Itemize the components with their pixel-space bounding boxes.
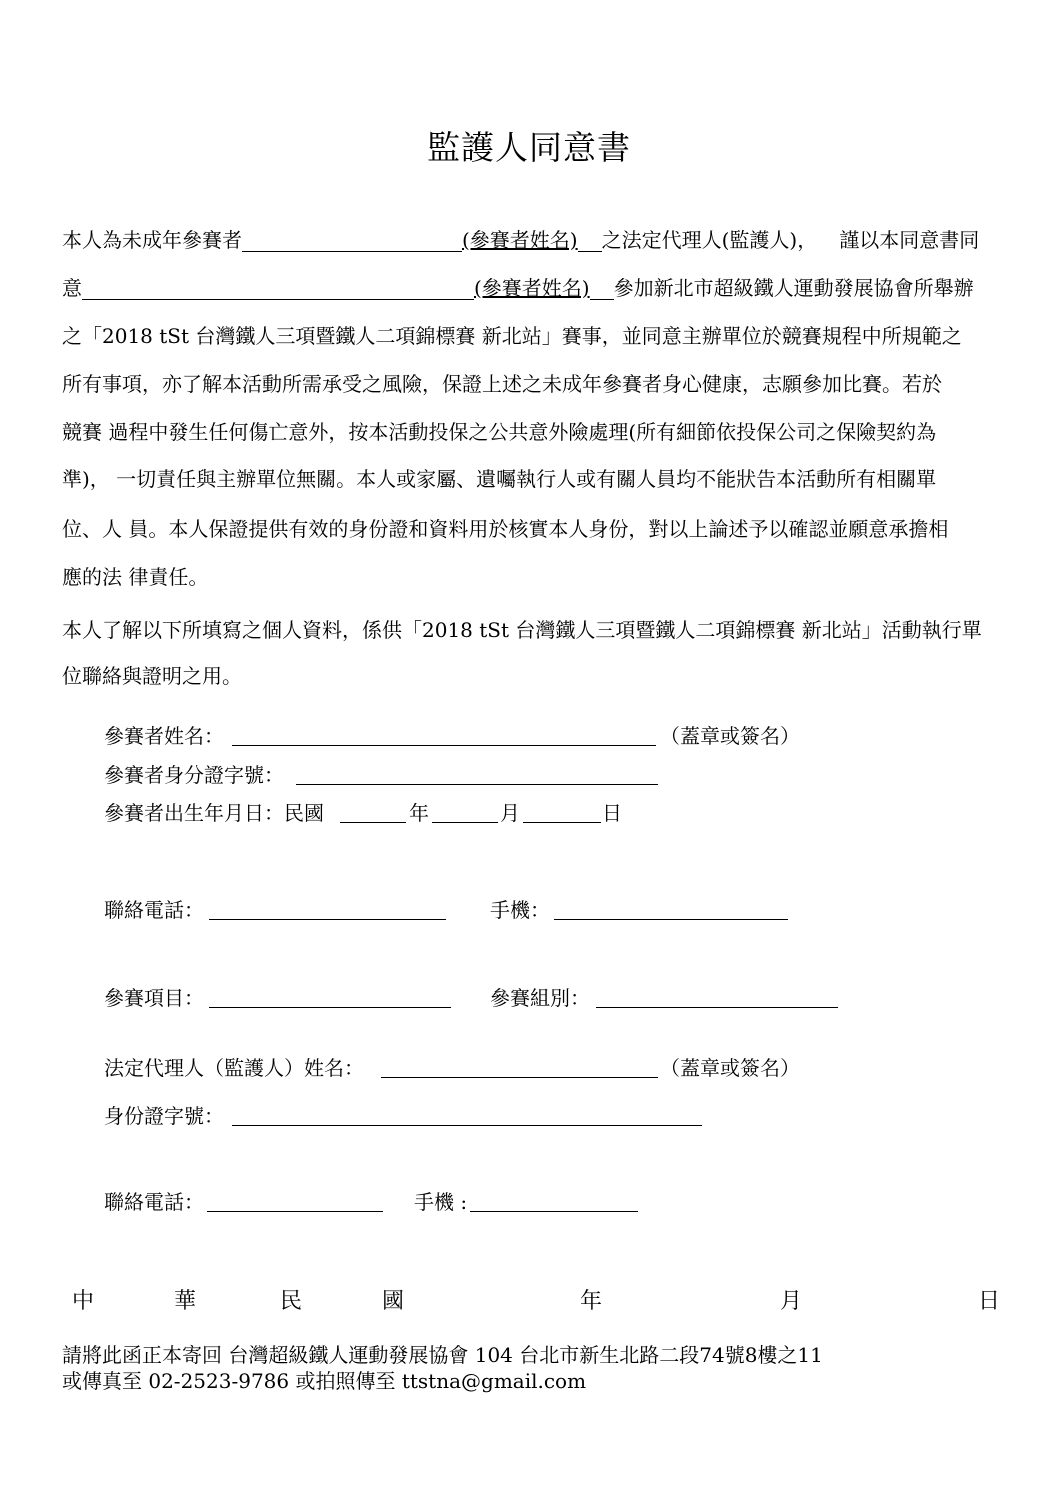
footer-line1: 請將此函正本寄回 台灣超級鐵人運動發展協會 104 台北市新生北路二段74號8樓之11	[62, 1343, 823, 1367]
seal-or-sign-2: （蓋章或簽名）	[660, 1056, 800, 1080]
date-month: 月	[780, 1289, 803, 1314]
para1-line3: 之「2018 tSt 台灣鐵人三項暨鐵人二項錦標賽 新北站」賽事，並同意主辦單位於競賽規程中所規範之	[62, 324, 962, 348]
birth-month-field[interactable]	[432, 822, 498, 823]
page-title: 監護人同意書	[427, 128, 631, 167]
birth-year-unit: 年	[409, 801, 429, 825]
para1-text: 意	[62, 276, 82, 300]
guardian-name-label: 法定代理人（監護人）姓名：	[104, 1056, 364, 1080]
seal-or-sign-1: （蓋章或簽名）	[660, 724, 800, 748]
blank-tail	[578, 229, 602, 252]
para2-line2: 位聯絡與證明之用。	[62, 664, 242, 688]
para1-line1	[62, 228, 979, 252]
date-char-3: 民	[280, 1289, 303, 1314]
phone-field[interactable]	[209, 919, 446, 920]
para1-line2	[62, 276, 974, 300]
guardian-phone-field[interactable]	[207, 1211, 383, 1212]
birth-year-field[interactable]	[340, 822, 406, 823]
birth-month-unit: 月	[500, 801, 520, 825]
birth-day-field[interactable]	[523, 822, 601, 823]
para1-line5: 競賽 過程中發生任何傷亡意外，按本活動投保之公共意外險處理(所有細節依投保公司之保險契約為	[62, 420, 937, 444]
guardian-id-label: 身份證字號：	[104, 1104, 224, 1128]
guardian-mobile-label: 手機 :	[414, 1190, 468, 1214]
guardian-phone-label: 聯絡電話：	[104, 1190, 204, 1214]
para2-line1: 本人了解以下所填寫之個人資料，係供「2018 tSt 台灣鐵人三項暨鐵人二項錦標賽 新北站」活動執行單	[62, 618, 982, 642]
birth-label: 參賽者出生年月日：民國	[104, 801, 324, 825]
guardian-id-field[interactable]	[232, 1125, 702, 1126]
para1-line7: 位、人 員。本人保證提供有效的身份證和資料用於核實本人身份，對以上論述予以確認並願意承擔相	[62, 517, 949, 541]
group-field[interactable]	[596, 1007, 838, 1008]
mobile-field[interactable]	[554, 919, 788, 920]
para1-line4: 所有事項，亦了解本活動所需承受之風險，保證上述之未成年參賽者身心健康，志願參加比賽。若於	[62, 372, 942, 396]
mobile-label: 手機：	[490, 898, 550, 922]
para1-line6: 準)， 一切責任與主辦單位無關。本人或家屬、遺囑執行人或有關人員均不能狀告本活動所有相關單	[62, 467, 937, 491]
phone-label: 聯絡電話：	[104, 898, 204, 922]
date-char-4: 國	[382, 1289, 405, 1314]
para1-text: 之法定代理人(監護人)，	[601, 228, 818, 252]
date-char-2: 華	[174, 1289, 197, 1314]
participant-name-blank-2[interactable]	[82, 277, 474, 300]
para1-text: 參加新北市超級鐵人運動發展協會所舉辦	[613, 276, 974, 300]
participant-name-label: 參賽者姓名：	[104, 724, 224, 748]
participant-id-label: 參賽者身分證字號：	[104, 763, 284, 787]
participant-name-field[interactable]	[232, 745, 656, 746]
participant-id-field[interactable]	[296, 784, 658, 785]
para1-hint: (參賽者姓名)	[474, 276, 590, 300]
guardian-name-field[interactable]	[381, 1077, 658, 1078]
participant-name-blank-1[interactable]	[242, 229, 462, 252]
guardian-mobile-field[interactable]	[470, 1211, 638, 1212]
event-label: 參賽項目：	[104, 986, 204, 1010]
event-field[interactable]	[209, 1007, 451, 1008]
blank-tail	[590, 277, 614, 300]
group-label: 參賽組別：	[490, 986, 590, 1010]
date-year: 年	[580, 1289, 603, 1314]
para1-text: 謹以本同意書同	[839, 228, 980, 252]
birth-day-unit: 日	[602, 801, 622, 825]
para1-line8: 應的法 律責任。	[62, 565, 209, 589]
para1-hint: (參賽者姓名)	[462, 228, 578, 252]
date-day: 日	[978, 1289, 1001, 1314]
date-char-1: 中	[72, 1289, 95, 1314]
footer-line2: 或傳真至 02-2523-9786 或拍照傳至 ttstna@gmail.com	[62, 1369, 587, 1393]
para1-text: 本人為未成年參賽者	[62, 228, 242, 252]
